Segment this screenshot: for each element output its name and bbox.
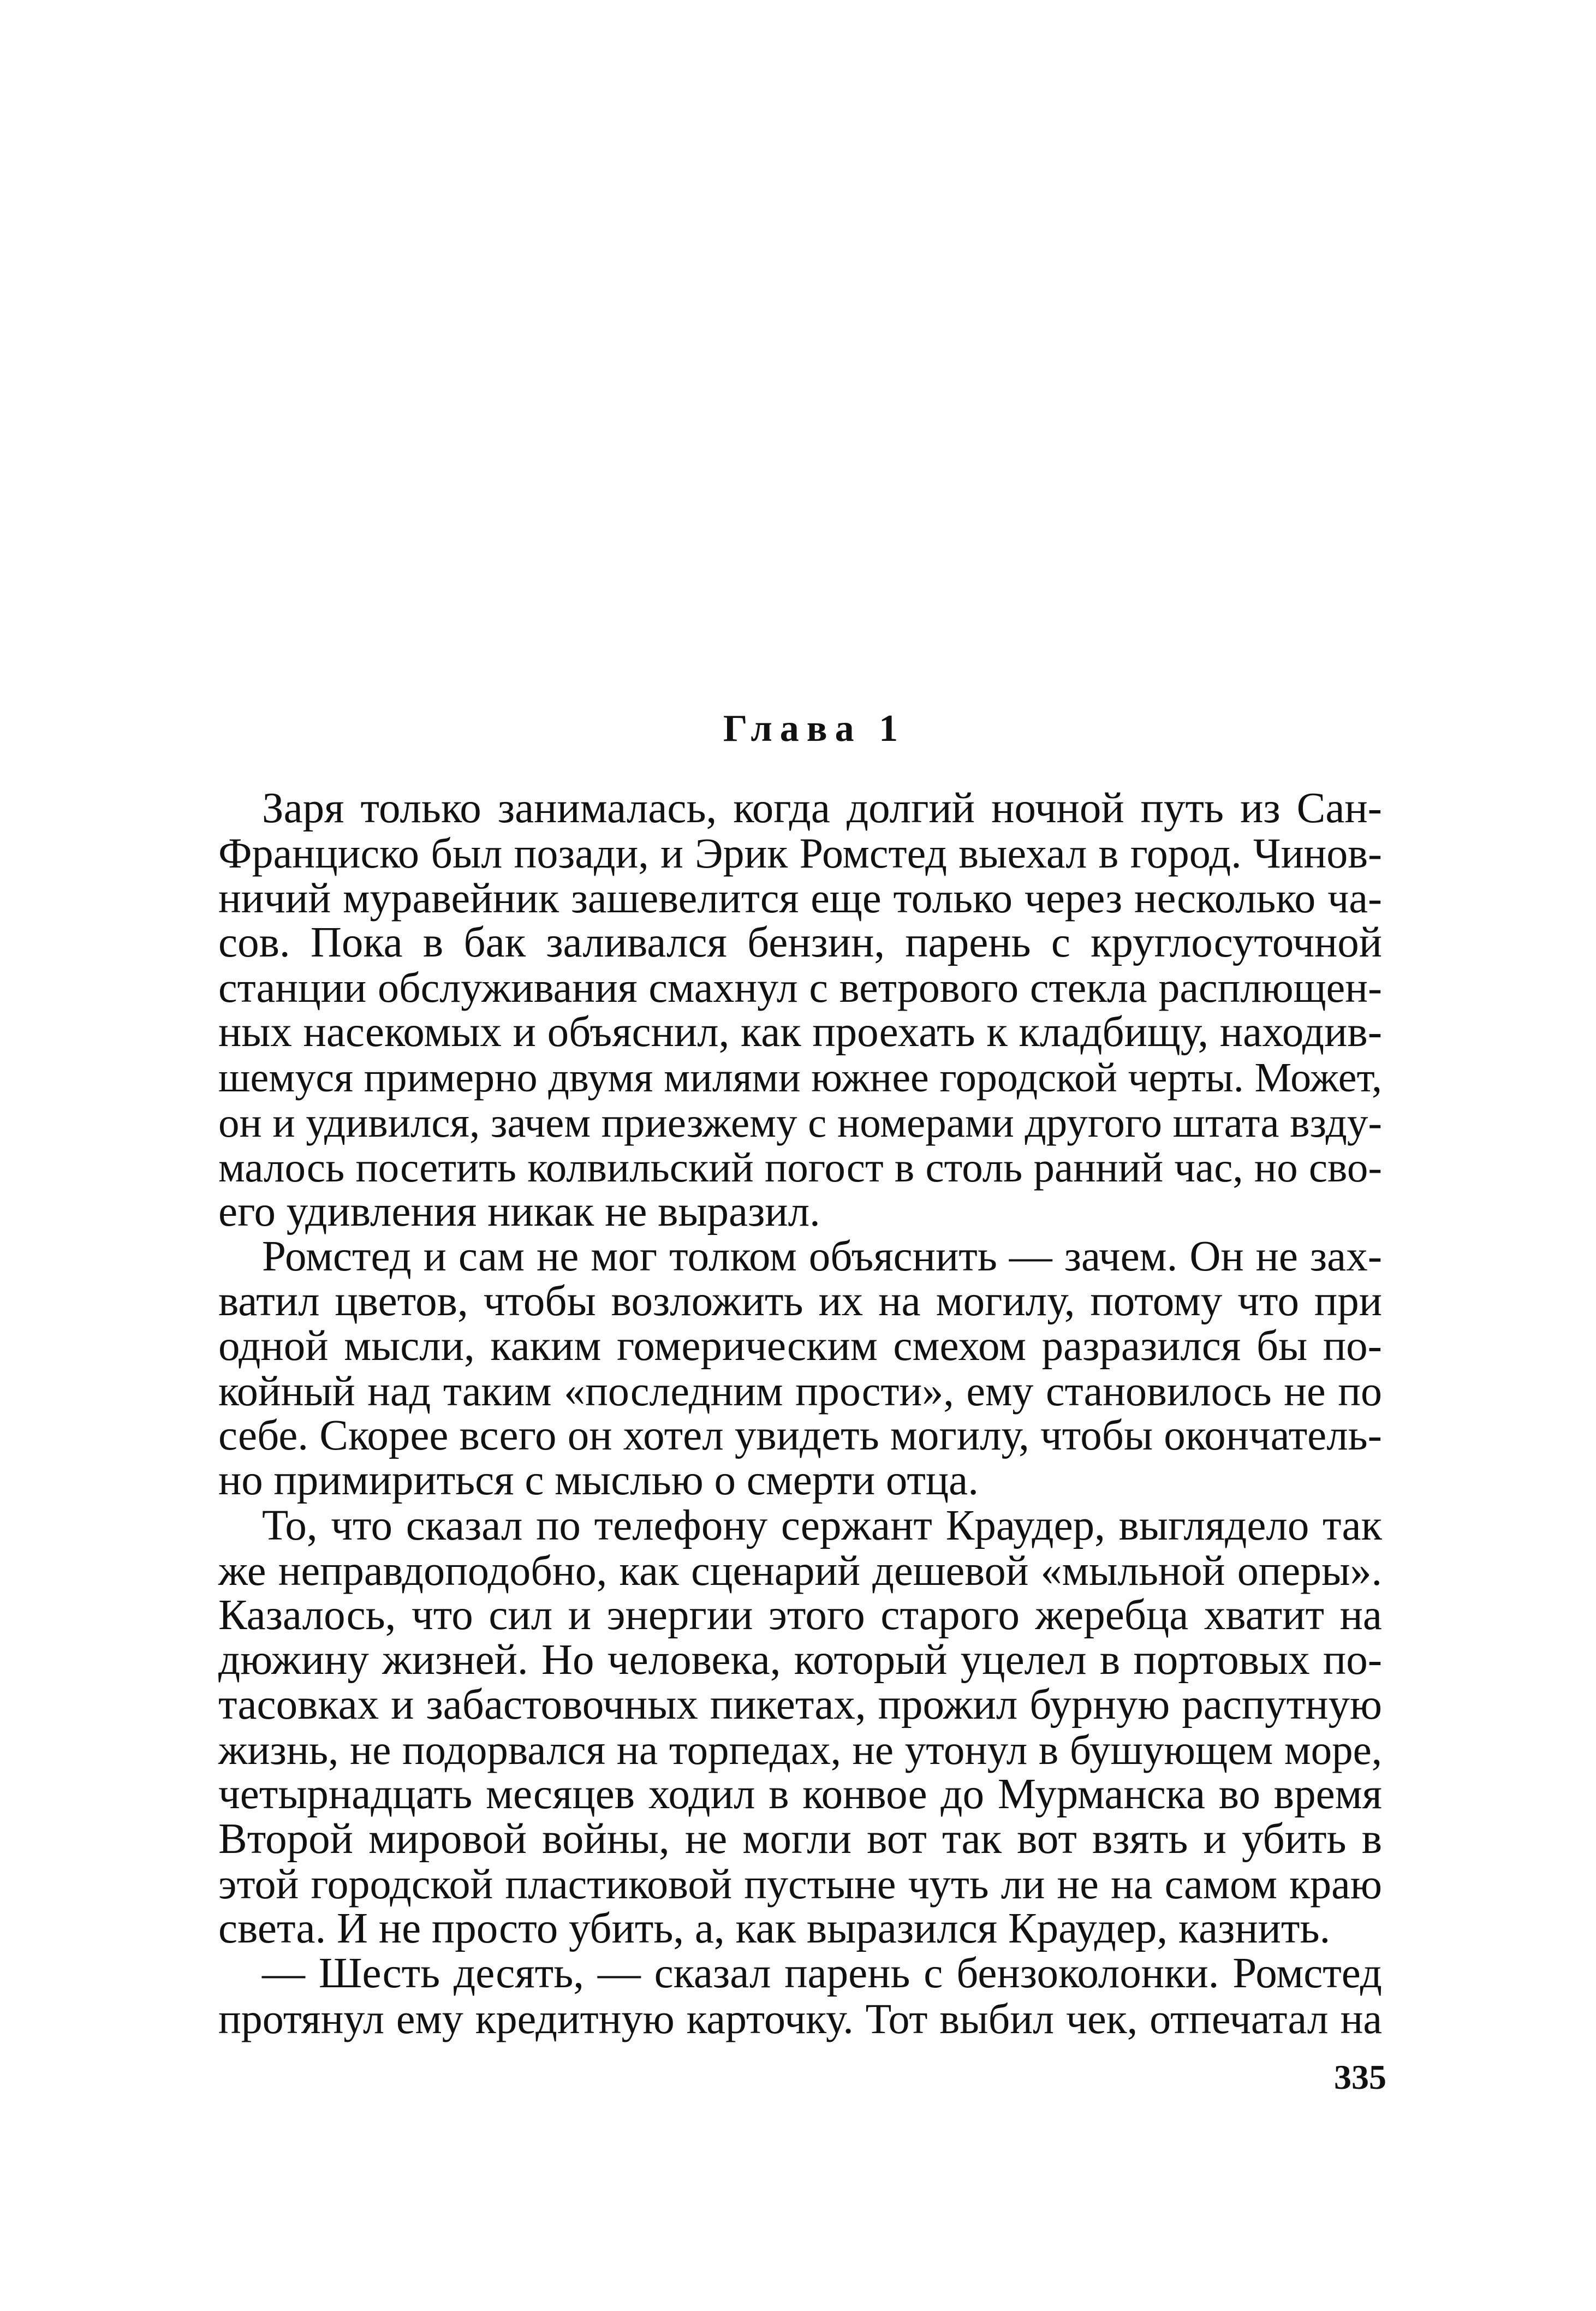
text-line: Франциско был позади, и Эрик Ромстед выехал в город. Чинов- [218,829,1382,877]
text-line: себе. Скорее всего он хотел увидеть могилу, чтобы окончатель- [218,1412,1382,1460]
text-line: Второй мировой войны, не могли вот так вот взять и убить в [218,1815,1382,1863]
body-text [218,786,1382,2041]
text-line: Ромстед и сам не мог толком объяснить — зачем. Он не зах- [262,1232,1382,1280]
text-line: Казалось, что сил и энергии этого старого жеребца хватит на [218,1591,1382,1639]
text-line: шемуся примерно двумя милями южнее городской черты. Может, [218,1054,1382,1101]
text-line: этой городской пластиковой пустыне чуть ли не на самом краю [218,1860,1382,1908]
text-line: четырнадцать месяцев ходил в конвое до Мурманска во время [218,1771,1382,1819]
text-line: но примириться с мыслью о смерти отца. [218,1457,979,1505]
text-line: его удивления никак не выразил. [218,1187,820,1235]
text-line: сов. Пока в бак заливался бензин, парень с круглосуточной [218,919,1382,967]
text-line: станции обслуживания смахнул с ветрового стекла расплющен- [218,964,1382,1012]
text-line: Заря только занималась, когда долгий ночной путь из Сан- [262,785,1382,832]
text-line: же неправдоподобно, как сценарий дешевой «мыльной оперы». [218,1546,1382,1594]
chapter-title: Глава 1 [723,708,906,750]
text-line: он и удивился, зачем приезжему с номерами другого штата взду- [218,1098,1382,1146]
text-line: света. И не просто убить, а, как выразился Краудер, казнить. [218,1905,1331,1953]
text-line: одной мысли, каким гомерическим смехом разразился бы по- [218,1322,1382,1370]
text-line: ничий муравейник зашевелится еще только через несколько ча- [218,874,1382,922]
text-line: койный над таким «последним прости», ему становилось не по [218,1367,1382,1415]
text-line: ватил цветов, чтобы возложить их на могилу, потому что при [218,1278,1382,1326]
text-line: дюжину жизней. Но человека, который уцелел в портовых по- [218,1636,1382,1684]
text-line: — Шесть десять, — сказал парень с бензоколонки. Ромстед [262,1950,1382,1998]
text-line: малось посетить колвильский погост в столь ранний час, но сво- [218,1143,1382,1191]
page-number: 335 [1334,2058,1386,2096]
text-line: жизнь, не подорвался на торпедах, не утонул в бушующем море, [218,1726,1382,1773]
text-line: тасовках и забастовочных пикетах, прожил бурную распутную [218,1680,1382,1728]
text-line: ных насекомых и объяснил, как проехать к кладбищу, находив- [218,1008,1382,1056]
text-line: То, что сказал по телефону сержант Краудер, выглядело так [262,1501,1382,1549]
text-line: протянул ему кредитную карточку. Тот выбил чек, отпечатал на [218,1994,1382,2042]
